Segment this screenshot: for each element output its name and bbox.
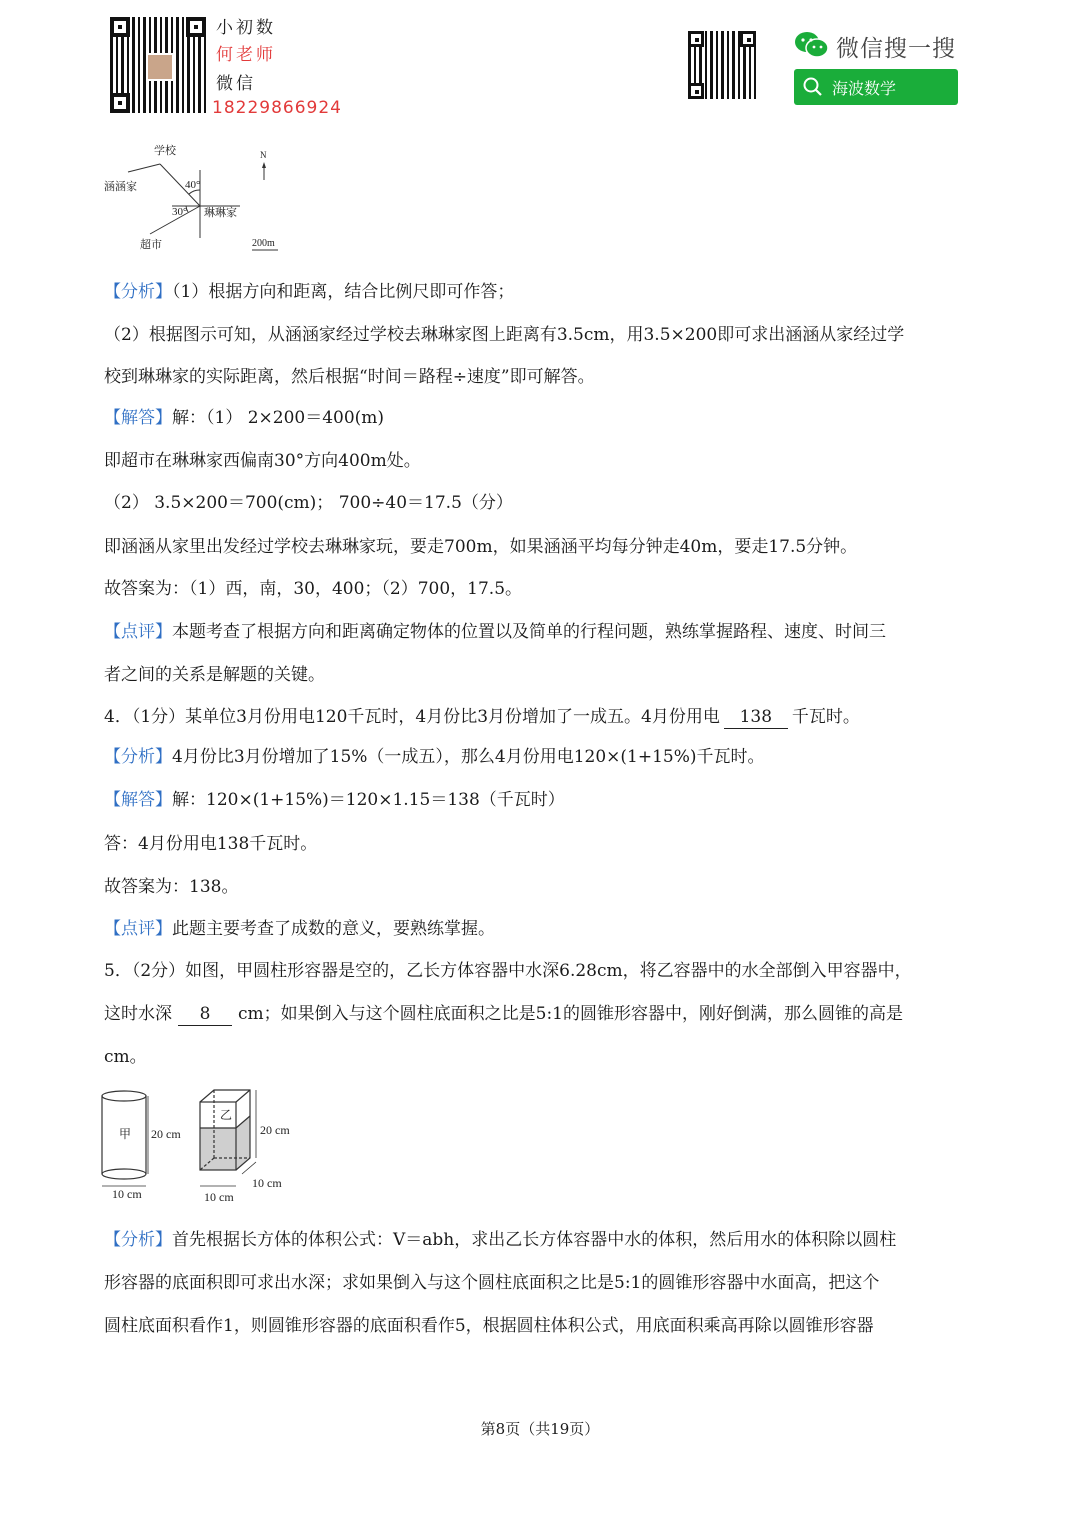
label-cylinder-diameter: 10 cm	[112, 1187, 142, 1201]
direction-map-figure	[100, 140, 300, 260]
text-line	[104, 578, 980, 600]
q4-answer-blank: 138	[724, 706, 788, 729]
question-5-stem-3	[104, 1046, 980, 1068]
qr-code-wechat	[688, 31, 756, 99]
label-supermarket: 超市	[140, 239, 162, 251]
text-line	[104, 833, 980, 855]
text-line	[104, 1315, 980, 1337]
line-text: （1）根据方向和距离，结合比例尺即可作答；	[172, 282, 515, 302]
section-tag: 【解答】	[104, 408, 172, 428]
question-5-stem-2	[104, 1003, 980, 1026]
containers-figure	[100, 1086, 310, 1206]
qr-code-teacher	[110, 17, 206, 113]
text-line	[104, 1229, 980, 1251]
q5-stem-text: cm。	[104, 1047, 147, 1067]
text-line	[104, 746, 980, 768]
label-box-height: 20 cm	[260, 1123, 290, 1137]
label-cylinder-height: 20 cm	[151, 1127, 181, 1141]
line-text: （2）根据图示可知，从涵涵家经过学校去琳琳家图上距离有3.5cm，用3.5×200即可求出涵涵从家经过学	[104, 325, 905, 345]
label-box-depth: 10 cm	[252, 1176, 282, 1190]
question-4-stem	[104, 706, 980, 729]
label-angle-30: 30°	[172, 206, 188, 218]
line-text: 答：4月份用电138千瓦时。	[104, 834, 318, 854]
wechat-search-title: 微信搜一搜	[836, 36, 956, 62]
line-text: 圆柱底面积看作1，则圆锥形容器的底面积看作5，根据圆柱体积公式，用底面积乘高再除以圆锥形容器	[104, 1316, 874, 1336]
line-text: 解：120×(1+15%)＝120×1.15＝138（千瓦时）	[172, 790, 565, 810]
text-line	[104, 918, 980, 940]
line-text: 者之间的关系是解题的关键。	[104, 665, 325, 685]
text-line	[104, 664, 980, 686]
section-tag: 【解答】	[104, 790, 172, 810]
text-line	[104, 281, 980, 303]
line-text: 形容器的底面积即可求出水深；求如果倒入与这个圆柱底面积之比是5:1的圆锥形容器中水面高，把这个	[104, 1273, 880, 1293]
q4-stem-unit: 千瓦时。	[791, 707, 860, 727]
label-angle-40: 40°	[185, 179, 201, 191]
line-text: （2） 3.5×200＝700(cm)； 700÷40＝17.5（分）	[104, 493, 513, 513]
text-line	[104, 366, 980, 388]
handwriting-phone: 18229866924	[212, 98, 342, 118]
section-tag: 【分析】	[104, 747, 172, 767]
search-button-label: 海波数学	[832, 78, 897, 98]
text-line	[104, 536, 980, 558]
handwriting-line-3: 微信	[216, 74, 256, 94]
page-footer: 第8页（共19页）	[480, 1420, 600, 1438]
text-line	[104, 876, 980, 898]
search-icon	[802, 76, 824, 98]
text-line	[104, 407, 980, 429]
q4-stem-text: 4．（1分）某单位3月份用电120千瓦时，4月份比3月份增加了一成五。4月份用电	[104, 707, 720, 727]
line-text: 即超市在琳琳家西偏南30°方向400m处。	[104, 451, 421, 471]
line-text: 本题考查了根据方向和距离确定物体的位置以及简单的行程问题，熟练掌握路程、速度、时间三	[172, 622, 886, 642]
label-school: 学校	[154, 145, 176, 157]
label-north: N	[260, 150, 267, 160]
section-tag: 【分析】	[104, 1230, 172, 1250]
q5-stem-text: cm；如果倒入与这个圆柱底面积之比是5:1的圆锥形容器中，刚好倒满，那么圆锥的高是	[238, 1004, 903, 1024]
line-text: 解：（1） 2×200＝400(m)	[172, 408, 385, 428]
text-line	[104, 492, 980, 514]
label-scale: 200m	[252, 238, 275, 249]
line-text: 4月份比3月份增加了15%（一成五），那么4月份用电120×(1+15%)千瓦时。	[172, 747, 765, 767]
line-text: 首先根据长方体的体积公式：V＝abh，求出乙长方体容器中水的体积，然后用水的体积除以圆柱	[172, 1230, 897, 1250]
line-text: 故答案为：138。	[104, 877, 239, 897]
line-text: 故答案为：（1）西，南，30，400；（2）700，17.5。	[104, 579, 523, 599]
question-5-stem-1	[104, 960, 980, 982]
line-text: 校到琳琳家的实际距离，然后根据“时间＝路程÷速度”即可解答。	[104, 367, 595, 387]
section-tag: 【点评】	[104, 622, 172, 642]
line-text: 即涵涵从家里出发经过学校去琳琳家玩，要走700m，如果涵涵平均每分钟走40m，要走17.5分钟。	[104, 537, 858, 557]
label-hanhan-home: 涵涵家	[104, 181, 137, 193]
text-line	[104, 324, 980, 346]
text-line	[104, 450, 980, 472]
q5-stem-text: 5．（2分）如图，甲圆柱形容器是空的，乙长方体容器中水深6.28cm，将乙容器中的水全部倒入甲容器中，	[104, 961, 912, 981]
label-linlin-home: 琳琳家	[204, 207, 237, 219]
avatar	[146, 53, 174, 81]
wechat-icon	[794, 30, 830, 60]
text-line	[104, 789, 980, 811]
q5-stem-text: 这时水深	[104, 1004, 172, 1024]
section-tag: 【点评】	[104, 919, 172, 939]
handwriting-line-2: 何老师	[216, 45, 276, 65]
label-box-width: 10 cm	[204, 1190, 234, 1204]
search-button[interactable]	[794, 69, 958, 105]
text-line	[104, 1272, 980, 1294]
line-text: 此题主要考查了成数的意义，要熟练掌握。	[172, 919, 495, 939]
label-jia: 甲	[119, 1127, 132, 1141]
handwriting-line-1: 小初数	[216, 18, 276, 38]
section-tag: 【分析】	[104, 282, 172, 302]
label-yi: 乙	[220, 1108, 233, 1122]
text-line	[104, 621, 980, 643]
q5-answer-blank: 8	[178, 1003, 232, 1026]
